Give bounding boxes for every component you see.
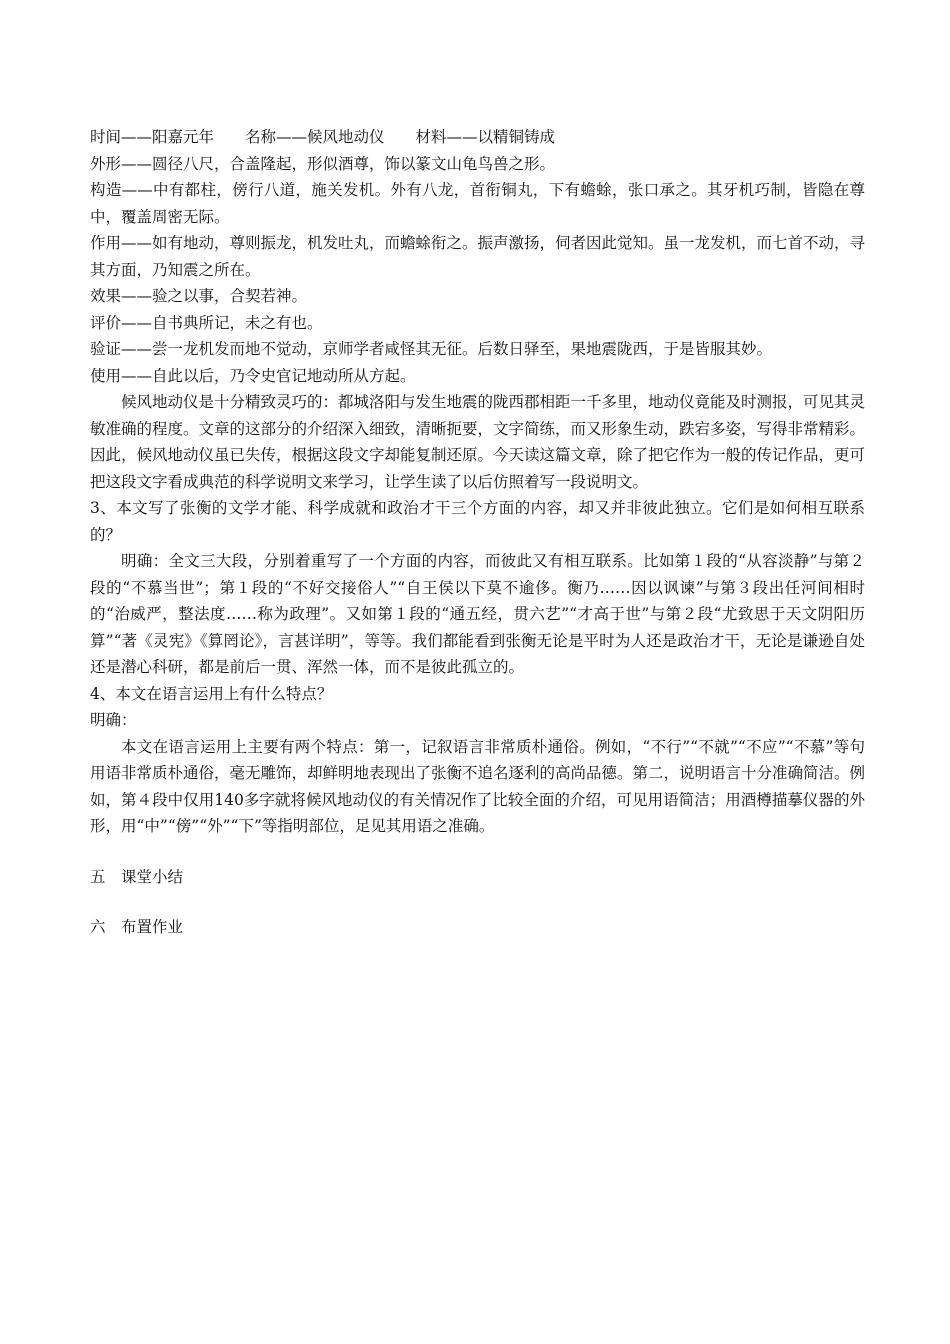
text-line-evaluation: 评价——自书典所记，未之有也。 (90, 313, 323, 332)
document-body (90, 124, 865, 941)
section-heading-summary: 五 课堂小结 (90, 867, 184, 886)
text-line-usage: 使用——自此以后，乃令史官记地动所从方起。 (90, 366, 416, 385)
question-3-answer: 明确：全文三大段，分别着重写了一个方面的内容，而彼此又有相互联系。比如第１段的“从容淡静”与第２段的“不慕当世”；第１段的“不好交接俗人”“自王侯以下莫不逾侈。衡乃……因以讽谏”与第３段出任河间相时的“治威严，整法度……称为政理”。又如第１段的“通五经，贯六艺”“才高于世”与第２段“尤致思于天文阴阳历算”“著《灵宪》《算罔论》，言甚详明”，等等。我们都能看到张衡无论是平时为人还是政治才干，无论是谦逊自处还是潜心科研，都是前后一贯、浑然一体，而不是彼此孤立的。 (90, 552, 865, 676)
question-4-answer: 本文在语言运用上主要有两个特点：第一，记叙语言非常质朴通俗。例如，“不行”“不就”“不应”“不慕”等句用语非常质朴通俗，毫无雕饰，却鲜明地表现出了张衡不追名逐利的高尚品德。第二，说明语言十分准确简洁。例如，第４段中仅用140多字就将候风地动仪的有关情况作了比较全面的介绍，可见用语简洁；用酒樽描摹仪器的外形，用“中”“傍”“外”“下”等指明部位，足见其用语之准确。 (90, 737, 866, 835)
text-line-structure: 构造——中有都柱，傍行八道，施关发机。外有八龙，首衔铜丸，下有蟾蜍，张口承之。其牙机巧制，皆隐在尊中，覆盖周密无际。 (90, 181, 865, 226)
text-line-time: 时间——阳嘉元年 名称——候风地动仪 材料——以精铜铸成 (90, 128, 556, 146)
text-line-function: 作用——如有地动，尊则振龙，机发吐丸，而蟾蜍衔之。振声激扬，伺者因此觉知。虽一龙发机，而七首不动，寻其方面，乃知震之所在。 (90, 234, 866, 279)
section-heading-homework: 六 布置作业 (90, 918, 184, 936)
question-4: 4、本文在语言运用上有什么特点？ (90, 684, 333, 703)
summary-paragraph: 候风地动仪是十分精致灵巧的：都城洛阳与发生地震的陇西郡相距一千多里，地动仪竟能及时测报，可见其灵敏准确的程度。文章的这部分的介绍深入细致，清晰扼要，文字简练，而又形象生动，跌宕多姿，写得非常精彩。因此，候风地动仪虽已失传，根据这段文字却能复制还原。今天读这篇文章，除了把它作为一般的传记作品，更可把这段文字看成典范的科学说明文来学习，让学生读了以后仿照着写一段说明文。 (90, 393, 866, 491)
spacer (90, 840, 865, 864)
spacer (90, 890, 865, 914)
text-line-shape: 外形——圆径八尺，合盖隆起，形似酒尊，饰以篆文山龟鸟兽之形。 (90, 154, 556, 173)
question-4-label: 明确： (90, 711, 137, 729)
text-line-verification: 验证——尝一龙机发而地不觉动，京师学者咸怪其无征。后数日驿至，果地震陇西，于是皆服其妙。 (90, 340, 773, 358)
text-line-effect: 效果——验之以事，合契若神。 (90, 287, 308, 305)
question-3: 3、本文写了张衡的文学才能、科学成就和政治才干三个方面的内容，却又并非彼此独立。它们是如何相互联系的？ (90, 499, 865, 544)
